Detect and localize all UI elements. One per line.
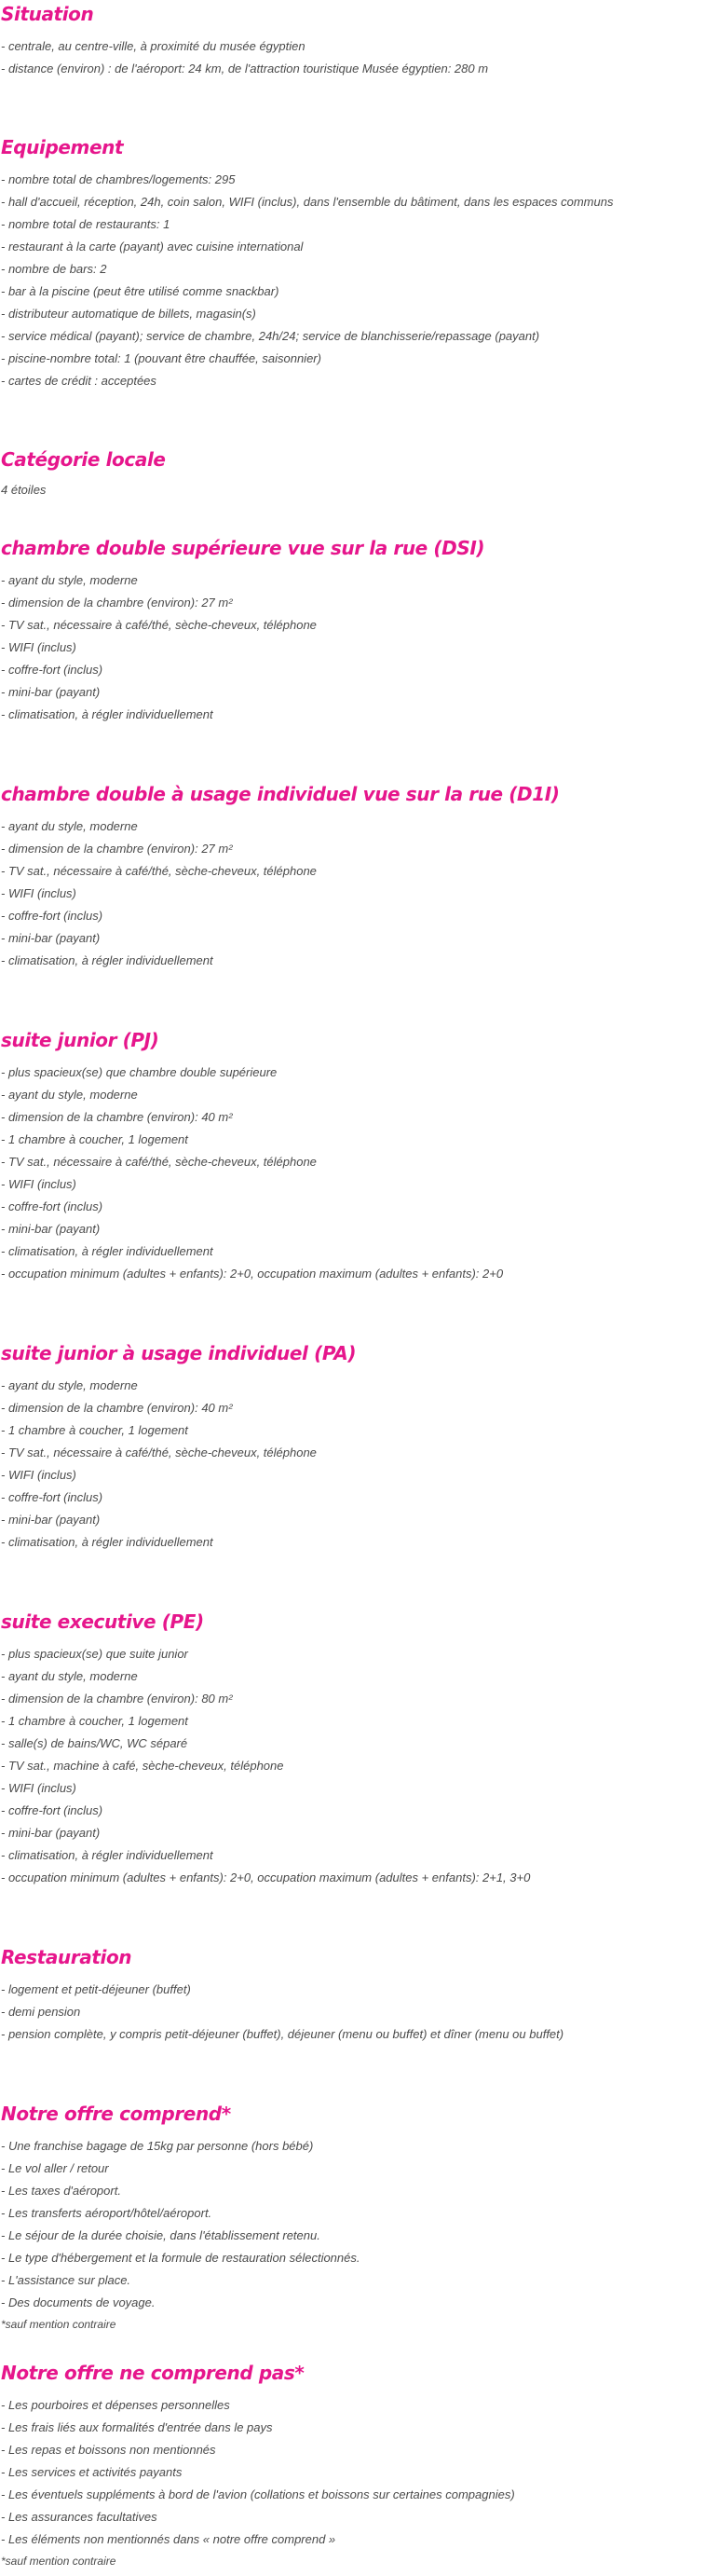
section-room-d1i (1, 780, 560, 972)
list-item: - WIFI (inclus) (1, 1177, 76, 1191)
list-item: - dimension de la chambre (environ): 40 m² (1, 1110, 233, 1124)
section-categorie-locale (1, 445, 166, 501)
section-offre-ne-comprend-pas (1, 2359, 515, 2571)
list-item: - distributeur automatique de billets, magasin(s) (1, 307, 256, 321)
section-equipement (1, 133, 613, 392)
section-title: Situation (1, 3, 94, 25)
list-item: - WIFI (inclus) (1, 1468, 76, 1482)
list-item: - WIFI (inclus) (1, 640, 76, 654)
section-situation (1, 0, 488, 80)
list-item: - Les assurances facultatives (1, 2510, 157, 2524)
section-title: Catégorie locale (1, 448, 166, 471)
section-title: chambre double à usage individuel vue sur la rue (D1I) (1, 783, 560, 805)
list-item: - mini-bar (payant) (1, 685, 101, 699)
list-item: - occupation minimum (adultes + enfants): 2+0, occupation maximum (adultes + enfants): 2+0 (1, 1267, 504, 1281)
list-item: - Les frais liés aux formalités d'entrée dans le pays (1, 2420, 273, 2434)
list-item: - hall d'accueil, réception, 24h, coin salon, WIFI (inclus), dans l'ensemble du bâtiment, dans les espaces communs (1, 195, 614, 209)
list-item: - Les éventuels suppléments à bord de l'avion (collations et boissons sur certaines compagnies) (1, 2487, 515, 2501)
list-item: - 1 chambre à coucher, 1 logement (1, 1714, 188, 1728)
section-title: Notre offre comprend* (1, 2103, 231, 2125)
list-item: - WIFI (inclus) (1, 1781, 76, 1795)
list-item: - mini-bar (payant) (1, 1222, 101, 1236)
section-offre-comprend (1, 2100, 360, 2335)
list-item: - dimension de la chambre (environ): 27 m² (1, 842, 233, 856)
list-item: - plus spacieux(se) que suite junior (1, 1647, 188, 1661)
list-item: - coffre-fort (inclus) (1, 1199, 103, 1213)
list-item: - 1 chambre à coucher, 1 logement (1, 1132, 188, 1146)
star-rating-text: 4 étoiles (1, 483, 47, 497)
list-item: - mini-bar (payant) (1, 1826, 101, 1840)
list-item: - bar à la piscine (peut être utilisé comme snackbar) (1, 284, 279, 298)
list-item: - nombre total de restaurants: 1 (1, 217, 170, 231)
list-item: - ayant du style, moderne (1, 1378, 138, 1392)
section-title: suite junior (PJ) (1, 1029, 159, 1051)
list-item: - WIFI (inclus) (1, 886, 76, 900)
list-item: - salle(s) de bains/WC, WC séparé (1, 1736, 188, 1750)
list-item: - plus spacieux(se) que chambre double supérieure (1, 1065, 278, 1079)
list-item: - dimension de la chambre (environ): 27 m² (1, 596, 233, 610)
list-item: - occupation minimum (adultes + enfants): 2+0, occupation maximum (adultes + enfants): 2+1, 3+0 (1, 1870, 531, 1884)
section-restauration (1, 1943, 563, 2046)
list-item: - coffre-fort (inclus) (1, 1490, 103, 1504)
footnote: *sauf mention contraire (1, 2555, 116, 2568)
list-item: - restaurant à la carte (payant) avec cuisine international (1, 240, 304, 253)
list-item: - 1 chambre à coucher, 1 logement (1, 1423, 188, 1437)
section-title: suite junior à usage individuel (PA) (1, 1342, 357, 1364)
list-item: - logement et petit-déjeuner (buffet) (1, 1982, 191, 1996)
list-item: - Les services et activités payants (1, 2465, 183, 2479)
list-item: - TV sat., nécessaire à café/thé, sèche-cheveux, téléphone (1, 1446, 317, 1459)
section-suite-junior-individuel (1, 1339, 356, 1554)
list-item: - service médical (payant); service de chambre, 24h/24; service de blanchisserie/repassage (payant) (1, 329, 540, 343)
list-item: - Le séjour de la durée choisie, dans l'établissement retenu. (1, 2228, 320, 2242)
list-item: - Les repas et boissons non mentionnés (1, 2443, 216, 2457)
list-item: - Le vol aller / retour (1, 2161, 109, 2175)
section-title: Notre offre ne comprend pas* (1, 2362, 305, 2384)
list-item: - Des documents de voyage. (1, 2295, 156, 2309)
list-item: - Les éléments non mentionnés dans « notre offre comprend » (1, 2532, 336, 2546)
section-suite-executive (1, 1608, 530, 1889)
list-item: - dimension de la chambre (environ): 40 m² (1, 1401, 233, 1415)
section-suite-junior (1, 1026, 503, 1285)
section-title: Restauration (1, 1946, 132, 1968)
list-item: - centrale, au centre-ville, à proximité du musée égyptien (1, 39, 305, 53)
list-item: - Les transferts aéroport/hôtel/aéroport. (1, 2206, 212, 2220)
list-item: - nombre total de chambres/logements: 295 (1, 172, 236, 186)
list-item: - piscine-nombre total: 1 (pouvant être chauffée, saisonnier) (1, 351, 321, 365)
list-item: - nombre de bars: 2 (1, 262, 107, 276)
list-item: - TV sat., machine à café, sèche-cheveux, téléphone (1, 1759, 284, 1773)
list-item: - ayant du style, moderne (1, 573, 138, 587)
list-item: - coffre-fort (inclus) (1, 663, 103, 677)
list-item: - L'assistance sur place. (1, 2273, 131, 2287)
list-item: - cartes de crédit : acceptées (1, 374, 156, 388)
list-item: - ayant du style, moderne (1, 1088, 138, 1102)
section-title: chambre double supérieure vue sur la rue (DSI) (1, 537, 485, 559)
list-item: - TV sat., nécessaire à café/thé, sèche-cheveux, téléphone (1, 1155, 317, 1169)
list-item: - Une franchise bagage de 15kg par personne (hors bébé) (1, 2139, 314, 2153)
list-item: - distance (environ) : de l'aéroport: 24 km, de l'attraction touristique Musée égyptien: 280 m (1, 62, 489, 75)
list-item: - mini-bar (payant) (1, 1513, 101, 1527)
list-item: - mini-bar (payant) (1, 931, 101, 945)
list-item: - coffre-fort (inclus) (1, 1803, 103, 1817)
list-item: - climatisation, à régler individuellement (1, 707, 213, 721)
list-item: - ayant du style, moderne (1, 1669, 138, 1683)
list-item: - climatisation, à régler individuellement (1, 1848, 213, 1862)
list-item: - coffre-fort (inclus) (1, 909, 103, 923)
list-item: - climatisation, à régler individuellement (1, 1535, 213, 1549)
list-item: - Les taxes d'aéroport. (1, 2184, 121, 2198)
list-item: - demi pension (1, 2005, 81, 2019)
list-item: - TV sat., nécessaire à café/thé, sèche-cheveux, téléphone (1, 864, 317, 878)
list-item: - TV sat., nécessaire à café/thé, sèche-cheveux, téléphone (1, 618, 317, 632)
list-item: - dimension de la chambre (environ): 80 m² (1, 1692, 233, 1706)
section-room-dsi (1, 534, 484, 726)
list-item: - climatisation, à régler individuellement (1, 1244, 213, 1258)
list-item: - Le type d'hébergement et la formule de restauration sélectionnés. (1, 2251, 360, 2265)
section-title: Equipement (1, 136, 124, 158)
footnote: *sauf mention contraire (1, 2318, 116, 2331)
list-item: - climatisation, à régler individuellement (1, 953, 213, 967)
section-title: suite executive (PE) (1, 1610, 204, 1633)
list-item: - Les pourboires et dépenses personnelles (1, 2398, 230, 2412)
list-item: - pension complète, y compris petit-déjeuner (buffet), déjeuner (menu ou buffet) et dîner (menu ou buffet) (1, 2027, 564, 2041)
list-item: - ayant du style, moderne (1, 819, 138, 833)
